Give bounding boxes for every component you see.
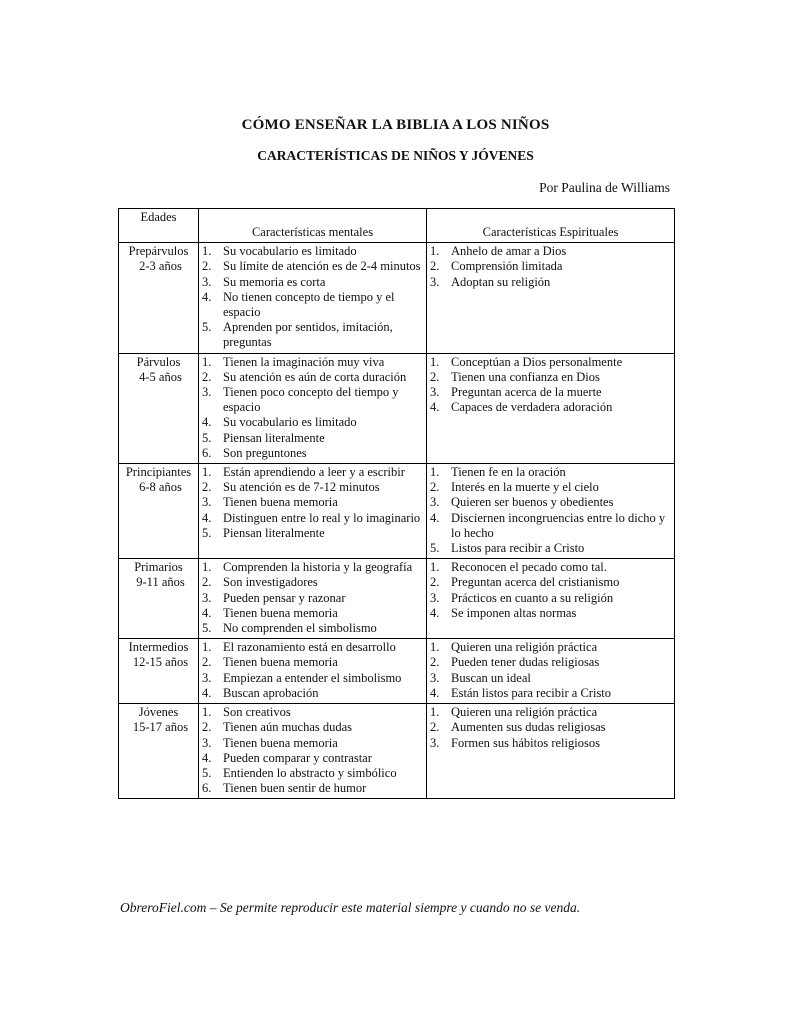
item-text: Listos para recibir a Cristo (451, 541, 585, 556)
item-number: 5. (202, 525, 212, 540)
list-item (430, 705, 671, 720)
item-text: Comprensión limitada (451, 259, 563, 274)
list-item (202, 526, 423, 541)
item-text: Tienen buena memoria (223, 605, 338, 620)
list-item (202, 446, 423, 461)
list-item (202, 705, 423, 720)
item-number: 3. (430, 670, 440, 685)
age-cell (119, 353, 199, 463)
item-number: 1. (202, 244, 212, 259)
item-text: Entienden lo abstracto y simbólico (223, 765, 397, 780)
age-cell (119, 559, 199, 639)
list-item (202, 465, 423, 480)
item-text: Formen sus hábitos religiosos (451, 735, 600, 750)
item-number: 4. (202, 289, 212, 304)
item-text: Tienen buena memoria (223, 735, 338, 750)
list-item (202, 320, 423, 350)
document-title: CÓMO ENSEÑAR LA BIBLIA A LOS NIÑOS (241, 117, 550, 133)
item-number: 1. (202, 705, 212, 720)
list-item (202, 736, 423, 751)
item-text: Están listos para recibir a Cristo (451, 685, 612, 700)
item-text: Su memoria es corta (223, 274, 326, 289)
item-number: 2. (202, 480, 212, 495)
age-range: 15-17 años (132, 720, 189, 735)
item-text: Quieren ser buenos y obedientes (451, 495, 614, 510)
item-number: 1. (202, 560, 212, 575)
spiritual-list (430, 560, 671, 621)
mental-cell (199, 559, 427, 639)
age-group-name: Párvulos (136, 354, 181, 369)
mental-cell (199, 353, 427, 463)
item-number: 1. (202, 465, 212, 480)
item-text: Buscan un ideal (451, 670, 531, 685)
age-cell (119, 704, 199, 799)
item-text: Capaces de verdadera adoración (451, 400, 613, 415)
item-text: Tienen fe en la oración (451, 465, 566, 480)
list-item (430, 400, 671, 415)
item-text: Su vocabulario es limitado (223, 244, 357, 259)
list-item (430, 575, 671, 590)
list-item (430, 355, 671, 370)
item-text: Disciernen incongruencias entre lo dicho y lo hecho (451, 510, 666, 540)
mental-cell (199, 704, 427, 799)
list-item (202, 686, 423, 701)
item-text: Anhelo de amar a Dios (451, 244, 567, 259)
item-number: 3. (430, 385, 440, 400)
mental-list (202, 355, 423, 461)
item-number: 1. (430, 244, 440, 259)
item-text: Buscan aprobación (223, 685, 319, 700)
header-spiritual: Características Espirituales (427, 209, 675, 243)
item-number: 1. (202, 354, 212, 369)
mental-cell (199, 243, 427, 353)
footer-note: ObreroFiel.com – Se permite reproducir este material siempre y cuando no se venda. (120, 900, 581, 915)
mental-cell (199, 464, 427, 559)
item-text: Son investigadores (223, 575, 318, 590)
item-text: Aumenten sus dudas religiosas (451, 720, 606, 735)
table-row (119, 243, 675, 353)
spiritual-list (430, 705, 671, 751)
list-item (202, 495, 423, 510)
item-number: 1. (430, 560, 440, 575)
list-item (430, 370, 671, 385)
item-text: Su atención es aún de corta duración (223, 369, 407, 384)
item-text: Reconocen el pecado como tal. (451, 560, 607, 575)
list-item (430, 606, 671, 621)
list-item (430, 495, 671, 510)
spiritual-cell (427, 639, 675, 704)
mental-list (202, 640, 423, 701)
list-item (430, 541, 671, 556)
item-text: Preguntan acerca del cristianismo (451, 575, 620, 590)
list-item (430, 560, 671, 575)
list-item (202, 415, 423, 430)
list-item (202, 480, 423, 495)
item-text: Pueden pensar y razonar (223, 590, 346, 605)
item-number: 3. (430, 590, 440, 605)
item-text: Prácticos en cuanto a su religión (451, 590, 614, 605)
list-item (202, 259, 423, 274)
age-range: 4-5 años (139, 369, 182, 384)
item-text: Distinguen entre lo real y lo imaginario (223, 510, 421, 525)
item-number: 5. (202, 430, 212, 445)
header-ages: Edades (119, 209, 199, 243)
list-item (430, 720, 671, 735)
item-number: 4. (430, 510, 440, 525)
age-cell (119, 243, 199, 353)
document-subtitle: CARACTERÍSTICAS DE NIÑOS Y JÓVENES (257, 148, 534, 163)
item-number: 1. (202, 640, 212, 655)
age-group-name: Principiantes (125, 465, 192, 480)
item-text: Piensan literalmente (223, 525, 325, 540)
spiritual-list (430, 244, 671, 290)
item-number: 5. (430, 541, 440, 556)
table-row (119, 353, 675, 463)
item-text: Aprenden por sentidos, imitación, preguntas (223, 320, 393, 350)
list-item (202, 575, 423, 590)
list-item (430, 655, 671, 670)
mental-list (202, 705, 423, 796)
item-number: 2. (202, 369, 212, 384)
item-number: 4. (430, 685, 440, 700)
item-number: 4. (202, 415, 212, 430)
list-item (430, 465, 671, 480)
mental-cell (199, 639, 427, 704)
list-item (430, 244, 671, 259)
item-number: 1. (430, 465, 440, 480)
item-number: 3. (202, 385, 212, 400)
spiritual-list (430, 465, 671, 556)
list-item (430, 686, 671, 701)
item-number: 2. (202, 655, 212, 670)
item-number: 1. (430, 354, 440, 369)
item-text: Adoptan su religión (451, 274, 551, 289)
item-number: 1. (430, 640, 440, 655)
item-text: No comprenden el simbolismo (223, 621, 377, 636)
item-text: Su atención es de 7-12 minutos (223, 480, 380, 495)
item-number: 3. (202, 735, 212, 750)
item-number: 2. (202, 259, 212, 274)
list-item (430, 640, 671, 655)
spiritual-cell (427, 243, 675, 353)
item-text: Tienen buena memoria (223, 655, 338, 670)
item-text: Pueden comparar y contrastar (223, 750, 372, 765)
item-number: 3. (202, 670, 212, 685)
item-number: 2. (430, 259, 440, 274)
item-number: 6. (202, 445, 212, 460)
table-row (119, 559, 675, 639)
item-text: Preguntan acerca de la muerte (451, 385, 602, 400)
item-number: 2. (430, 575, 440, 590)
list-item (430, 259, 671, 274)
list-item (202, 355, 423, 370)
list-item (430, 736, 671, 751)
table-row (119, 704, 675, 799)
list-item (202, 640, 423, 655)
item-text: Son creativos (223, 705, 291, 720)
item-number: 5. (202, 765, 212, 780)
item-text: Piensan literalmente (223, 430, 325, 445)
spiritual-cell (427, 464, 675, 559)
table-body (119, 243, 675, 799)
list-item (202, 244, 423, 259)
list-item (202, 655, 423, 670)
item-number: 4. (202, 750, 212, 765)
item-number: 5. (202, 621, 212, 636)
list-item (430, 275, 671, 290)
list-item (202, 511, 423, 526)
list-item (202, 431, 423, 446)
header-mental: Características mentales (199, 209, 427, 243)
table-row (119, 639, 675, 704)
spiritual-list (430, 355, 671, 416)
mental-list (202, 560, 423, 636)
age-group-name: Intermedios (128, 640, 189, 655)
item-text: Tienen la imaginación muy viva (223, 354, 385, 369)
list-item (202, 370, 423, 385)
item-text: Interés en la muerte y el cielo (451, 480, 599, 495)
item-text: Tienen una confianza en Dios (451, 369, 600, 384)
age-group-name: Primarios (134, 560, 183, 575)
list-item (202, 560, 423, 575)
list-item (430, 591, 671, 606)
age-group-name: Prepárvulos (128, 244, 189, 259)
item-text: Empiezan a entender el simbolismo (223, 670, 402, 685)
item-text: Se imponen altas normas (451, 605, 577, 620)
list-item (202, 766, 423, 781)
item-number: 2. (430, 720, 440, 735)
item-text: Quieren una religión práctica (451, 705, 598, 720)
spiritual-cell (427, 559, 675, 639)
item-number: 3. (202, 590, 212, 605)
item-number: 3. (430, 274, 440, 289)
age-range: 9-11 años (136, 575, 185, 590)
list-item (202, 751, 423, 766)
list-item (202, 621, 423, 636)
item-text: Tienen poco concepto del tiempo y espacio (223, 385, 399, 415)
list-item (430, 385, 671, 400)
list-item (202, 671, 423, 686)
item-number: 4. (430, 605, 440, 620)
item-text: Están aprendiendo a leer y a escribir (223, 465, 405, 480)
age-range: 12-15 años (132, 655, 189, 670)
list-item (202, 591, 423, 606)
spiritual-cell (427, 353, 675, 463)
item-number: 1. (430, 705, 440, 720)
age-cell (119, 639, 199, 704)
item-number: 4. (202, 510, 212, 525)
list-item (430, 671, 671, 686)
item-text: El razonamiento está en desarrollo (223, 640, 396, 655)
item-number: 2. (430, 655, 440, 670)
list-item (202, 781, 423, 796)
item-number: 3. (430, 735, 440, 750)
age-range: 6-8 años (139, 480, 182, 495)
item-number: 2. (430, 480, 440, 495)
spiritual-cell (427, 704, 675, 799)
list-item (202, 385, 423, 415)
age-range: 2-3 años (139, 259, 182, 274)
list-item (430, 511, 671, 541)
table-row (119, 464, 675, 559)
spiritual-list (430, 640, 671, 701)
age-group-name: Jóvenes (138, 705, 179, 720)
item-text: Su vocabulario es limitado (223, 415, 357, 430)
item-text: Comprenden la historia y la geografía (223, 560, 413, 575)
item-text: Son preguntones (223, 445, 307, 460)
characteristics-table (118, 208, 675, 799)
list-item (202, 606, 423, 621)
item-number: 2. (202, 720, 212, 735)
item-number: 3. (202, 495, 212, 510)
author-line: Por Paulina de Williams (539, 180, 670, 195)
table-header-row (119, 209, 675, 243)
item-text: Conceptúan a Dios personalmente (451, 354, 623, 369)
item-text: Tienen buen sentir de humor (223, 781, 367, 796)
item-text: Tienen buena memoria (223, 495, 338, 510)
item-text: Su límite de atención es de 2-4 minutos (223, 259, 421, 274)
item-number: 4. (202, 605, 212, 620)
item-text: No tienen concepto de tiempo y el espacio (223, 289, 395, 320)
list-item (202, 720, 423, 735)
item-number: 4. (430, 400, 440, 415)
item-number: 2. (430, 369, 440, 384)
item-number: 2. (202, 575, 212, 590)
item-number: 5. (202, 320, 212, 335)
item-number: 3. (430, 495, 440, 510)
age-cell (119, 464, 199, 559)
mental-list (202, 244, 423, 350)
list-item (202, 275, 423, 290)
list-item (430, 480, 671, 495)
mental-list (202, 465, 423, 541)
list-item (202, 290, 423, 320)
item-text: Pueden tener dudas religiosas (451, 655, 600, 670)
item-number: 6. (202, 781, 212, 796)
item-text: Quieren una religión práctica (451, 640, 598, 655)
item-number: 3. (202, 274, 212, 289)
item-text: Tienen aún muchas dudas (223, 720, 353, 735)
item-number: 4. (202, 685, 212, 700)
